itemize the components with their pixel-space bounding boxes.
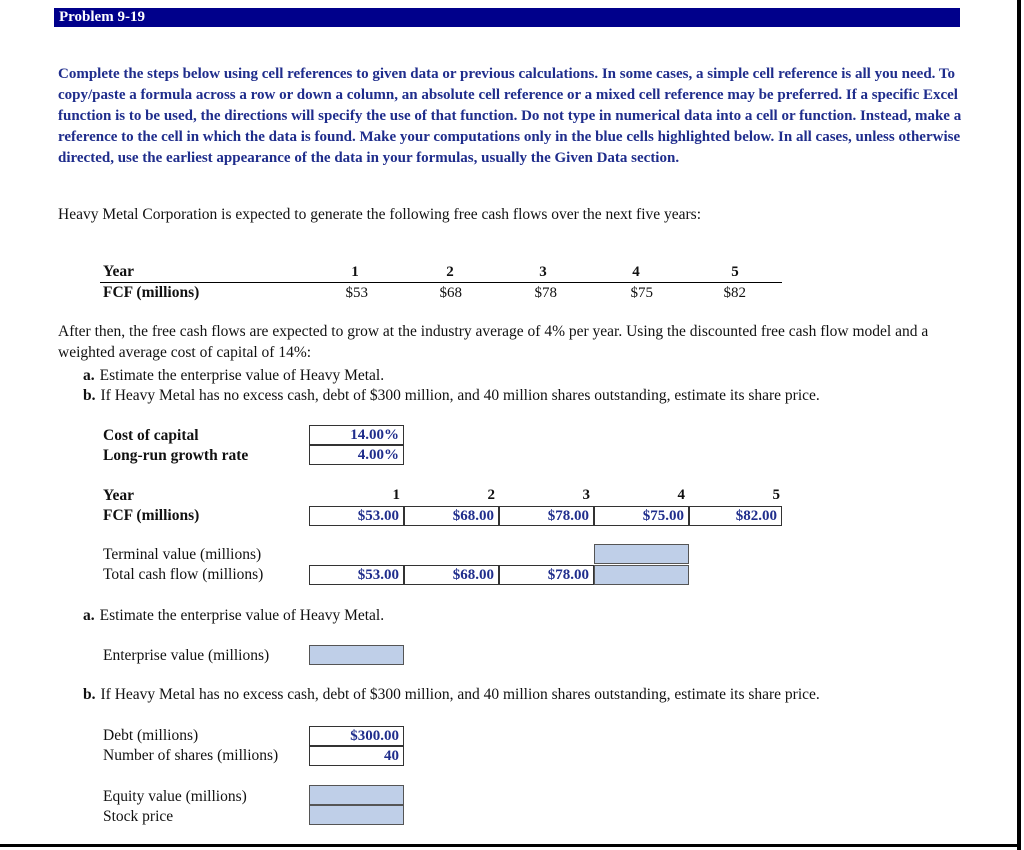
part-b-letter: b. [83,686,96,703]
part-a-text: Estimate the enterprise value of Heavy Metal. [99,607,385,624]
calc-year-cell: 2 [487,487,495,503]
shares-cell[interactable]: 40 [309,746,404,766]
growth-rate-cell[interactable]: 4.00% [309,445,404,465]
terminal-value-label: Terminal value (millions) [103,546,262,563]
given-fcf-cell: $68 [439,285,462,301]
debt-cell[interactable]: $300.00 [309,726,404,746]
calc-year-cell: 5 [772,487,780,503]
question-b-letter: b. [83,387,96,404]
given-year-cell: 4 [632,264,640,280]
frame-right-border [1017,0,1021,850]
calc-fcf-cell[interactable]: $53.00 [309,506,404,526]
equity-value-label: Equity value (millions) [103,788,247,805]
total-cash-flow-cell[interactable]: $78.00 [499,565,594,585]
shares-label: Number of shares (millions) [103,747,279,764]
question-b [83,387,820,405]
intro-text: Heavy Metal Corporation is expected to generate the following free cash flows over the next five years: [58,206,702,223]
question-b-text: If Heavy Metal has no excess cash, debt of $300 million, and 40 million shares outstanding, estimate its share price. [100,387,820,404]
given-fcf-cell: $78 [534,285,557,301]
debt-label: Debt (millions) [103,727,199,744]
part-b-text: If Heavy Metal has no excess cash, debt of $300 million, and 40 million shares outstanding, estimate its share price. [100,686,820,703]
calc-year-cell: 4 [677,487,685,503]
calc-fcf-cell[interactable]: $75.00 [594,506,689,526]
cost-of-capital-label: Cost of capital [103,427,199,444]
growth-paragraph: After then, the free cash flows are expected to grow at the industry average of 4% per year. Using the discounted free cash flow model and a weighted average cost of capital of 14%: [58,323,929,361]
question-a [83,367,384,385]
question-a-text: Estimate the enterprise value of Heavy Metal. [99,367,385,384]
part-b-heading [83,686,820,704]
calc-fcf-cell[interactable]: $68.00 [404,506,499,526]
given-year-cell: 1 [351,264,359,280]
given-table-divider [100,282,782,283]
stock-price-label: Stock price [103,808,174,825]
given-year-label: Year [103,263,134,280]
given-fcf-cell: $82 [723,285,746,301]
given-year-cell: 5 [731,264,739,280]
problem-title: Problem 9-19 [54,8,960,27]
stock-price-input[interactable] [309,805,404,825]
calc-year-cell: 1 [392,487,400,503]
terminal-value-input[interactable] [594,544,689,564]
equity-value-input[interactable] [309,785,404,805]
calc-year-cell: 3 [582,487,590,503]
total-cash-flow-label: Total cash flow (millions) [103,566,264,583]
total-cash-flow-cell[interactable]: $68.00 [404,565,499,585]
calc-year-label: Year [103,487,134,504]
instructions-text: Complete the steps below using cell references to given data or previous calculations. In some cases, a simple cell reference is all you need. To copy/paste a formula across a row or down a column, an absolute cell reference or a mixed cell reference may be preferred. If a specific Excel function is to be used, the directions will specify the use of that function. Do not type in numerical data into a cell or function. Instead, make a reference to the cell in which the data is found. Make your computations only in the blue cells highlighted below. In all cases, unless otherwise directed, use the earliest appearance of the data in your formulas, usually the Given Data section. [58,66,962,166]
given-year-cell: 3 [539,264,547,280]
given-year-cell: 2 [446,264,454,280]
enterprise-value-input[interactable] [309,645,404,665]
cost-of-capital-cell[interactable]: 14.00% [309,425,404,445]
given-fcf-cell: $53 [345,285,368,301]
part-a-letter: a. [83,607,95,624]
total-cash-flow-cell[interactable]: $53.00 [309,565,404,585]
calc-fcf-label: FCF (millions) [103,507,200,524]
enterprise-value-label: Enterprise value (millions) [103,647,270,664]
given-fcf-cell: $75 [630,285,653,301]
question-a-letter: a. [83,367,95,384]
calc-fcf-cell[interactable]: $78.00 [499,506,594,526]
total-cash-flow-year4-input[interactable] [594,565,689,585]
calc-fcf-cell[interactable]: $82.00 [689,506,782,526]
given-fcf-label: FCF (millions) [103,284,200,301]
frame-bottom-border [0,844,1021,847]
growth-rate-label: Long-run growth rate [103,447,249,464]
part-a-heading [83,607,384,625]
